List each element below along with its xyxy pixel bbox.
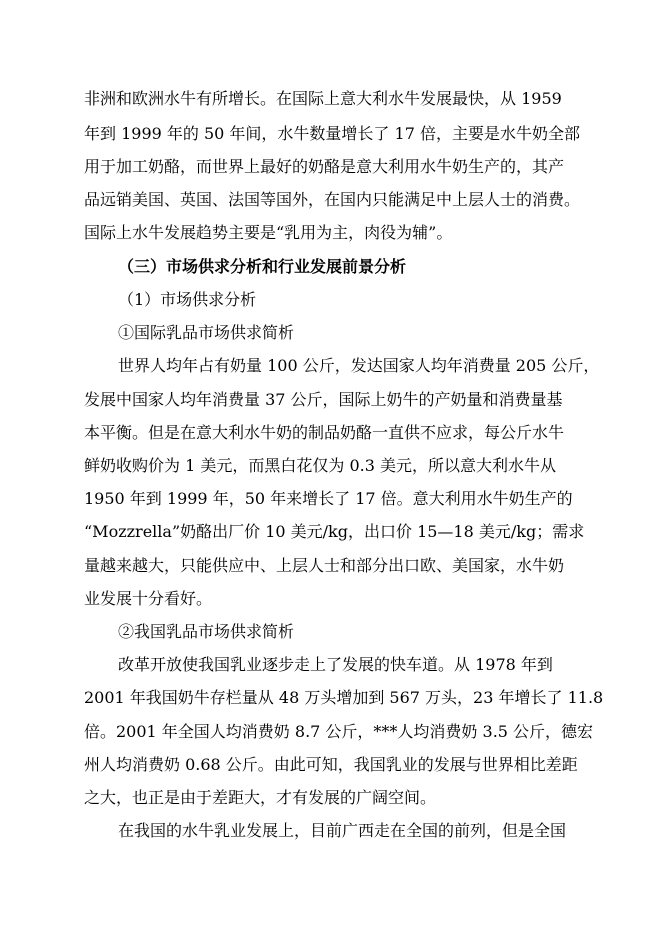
text-line: 在我国的水牛乳业发展上，目前广西走在全国的前列，但是全国 [118, 821, 567, 840]
text-line: 非洲和欧洲水牛有所增长。在国际上意大利水牛发展最快，从 1959 [84, 89, 562, 108]
text-line: “Mozzrella”奶酪出厂价 10 美元/kg，出口价 15—18 美元/kg；需求 [84, 522, 585, 541]
text-line: 国际上水牛发展趋势主要是“乳用为主，肉役为辅”。 [84, 223, 453, 242]
text-line: 业发展十分看好。 [84, 589, 213, 608]
text-line: 世界人均年占有奶量 100 公斤，发达国家人均年消费量 205 公斤， [118, 356, 600, 375]
text-line: 品远销美国、英国、法国等国外，在国内只能满足中上层人士的消费。 [84, 190, 581, 209]
text-line: 年到 1999 年的 50 年间，水牛数量增长了 17 倍，主要是水牛奶全部 [84, 124, 580, 143]
text-line: 州人均消费奶 0.68 公斤。由此可知，我国乳业的发展与世界相比差距 [84, 755, 578, 774]
text-line: 倍。2001 年全国人均消费奶 8.7 公斤，***人均消费奶 3.5 公斤，德宏 [84, 722, 594, 741]
text-line: 鲜奶收购价为 1 美元，而黑白花仅为 0.3 美元，所以意大利水牛从 [84, 456, 556, 475]
text-line: 发展中国家人均年消费量 37 公斤，国际上奶牛的产奶量和消费量基 [84, 390, 563, 409]
text-line: 本平衡。但是在意大利水牛奶的制品奶酪一直供不应求，每公斤水牛 [84, 423, 565, 442]
text-line: 量越来越大，只能供应中、上层人士和部分出口欧、美国家，水牛奶 [84, 556, 565, 575]
subsection-heading: ①国际乳品市场供求简析 [118, 323, 295, 342]
text-line: 2001 年我国奶牛存栏量从 48 万头增加到 567 万头，23 年增长了 11.8 [84, 688, 604, 707]
text-line: 之大，也正是由于差距大，才有发展的广阔空间。 [84, 788, 437, 807]
subsection-heading: ②我国乳品市场供求简析 [118, 622, 295, 641]
text-line: 改革开放使我国乳业逐步走上了发展的快车道。从 1978 年到 [118, 655, 553, 674]
text-line: 用于加工奶酪，而世界上最好的奶酪是意大利用水牛奶生产的，其产 [84, 157, 565, 176]
text-line: 1950 年到 1999 年，50 年来增长了 17 倍。意大利用水牛奶生产的 [84, 489, 573, 508]
section-heading: （三）市场供求分析和行业发展前景分析 [118, 257, 407, 276]
subsection-heading: （1）市场供求分析 [118, 290, 257, 309]
